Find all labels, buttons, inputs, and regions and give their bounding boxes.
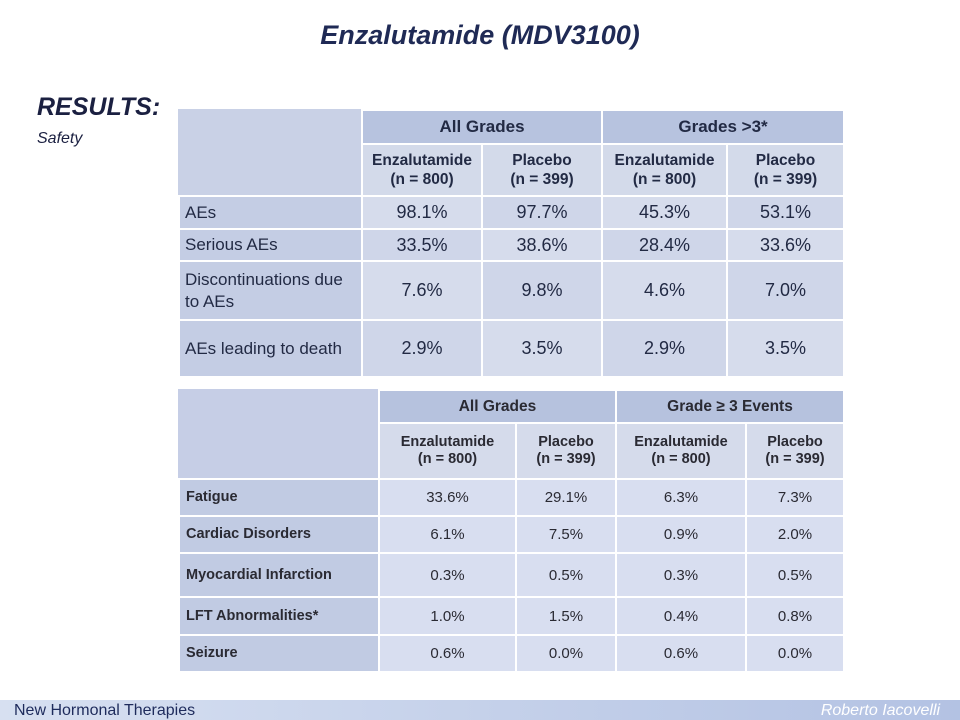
column-header: Placebo (n = 399) <box>727 144 844 196</box>
group-header: Grade ≥ 3 Events <box>616 390 844 423</box>
column-header: Enzalutamide (n = 800) <box>379 423 516 479</box>
table-cell: 2.9% <box>602 320 727 377</box>
table-row <box>179 261 844 320</box>
table-cell: 7.0% <box>727 261 844 320</box>
table-cell: 53.1% <box>727 196 844 229</box>
table-cell: 0.5% <box>516 553 616 597</box>
table-header-row <box>179 110 844 144</box>
table-cell: 33.5% <box>362 229 482 261</box>
table-cell: 0.3% <box>379 553 516 597</box>
table-cell: 0.8% <box>746 597 844 635</box>
header-corner <box>179 390 379 479</box>
adverse-events-table <box>178 389 845 673</box>
table-cell: 2.9% <box>362 320 482 377</box>
table-cell: 7.5% <box>516 516 616 553</box>
group-header: All Grades <box>379 390 616 423</box>
footer-topic: New Hormonal Therapies <box>14 702 196 719</box>
footer-bar <box>0 700 960 720</box>
row-label: Serious AEs <box>179 229 362 261</box>
table-cell: 3.5% <box>482 320 602 377</box>
table-cell: 97.7% <box>482 196 602 229</box>
column-header: Placebo (n = 399) <box>746 423 844 479</box>
column-header: Enzalutamide (n = 800) <box>362 144 482 196</box>
column-header: Enzalutamide (n = 800) <box>616 423 746 479</box>
safety-table <box>178 109 845 378</box>
row-label: Myocardial Infarction <box>179 553 379 597</box>
row-label: LFT Abnormalities* <box>179 597 379 635</box>
footer-author: Roberto Iacovelli <box>820 702 940 719</box>
table-header-row <box>179 390 844 423</box>
table-cell: 0.0% <box>746 635 844 672</box>
table-cell: 38.6% <box>482 229 602 261</box>
column-header: Placebo (n = 399) <box>516 423 616 479</box>
table-cell: 4.6% <box>602 261 727 320</box>
table-cell: 9.8% <box>482 261 602 320</box>
table-cell: 0.6% <box>616 635 746 672</box>
column-header: Enzalutamide (n = 800) <box>602 144 727 196</box>
table-cell: 28.4% <box>602 229 727 261</box>
table-cell: 0.3% <box>616 553 746 597</box>
table-row <box>179 516 844 553</box>
table-cell: 29.1% <box>516 479 616 516</box>
table-cell: 7.6% <box>362 261 482 320</box>
row-label: Cardiac Disorders <box>179 516 379 553</box>
table-cell: 0.9% <box>616 516 746 553</box>
table-row <box>179 553 844 597</box>
table-cell: 6.1% <box>379 516 516 553</box>
table-row <box>179 320 844 377</box>
table-cell: 7.3% <box>746 479 844 516</box>
table-cell: 2.0% <box>746 516 844 553</box>
section-subheading: Safety <box>37 130 83 147</box>
table-cell: 98.1% <box>362 196 482 229</box>
table-row <box>179 196 844 229</box>
table-row <box>179 597 844 635</box>
table-cell: 0.6% <box>379 635 516 672</box>
table-cell: 33.6% <box>727 229 844 261</box>
slide-title: Enzalutamide (MDV3100) <box>320 20 640 50</box>
row-label: Fatigue <box>179 479 379 516</box>
table-row <box>179 635 844 672</box>
table-cell: 0.0% <box>516 635 616 672</box>
table-row <box>179 229 844 261</box>
row-label: AEs <box>179 196 362 229</box>
row-label: Discontinuations due to AEs <box>179 261 362 320</box>
table-cell: 33.6% <box>379 479 516 516</box>
table-cell: 3.5% <box>727 320 844 377</box>
row-label: AEs leading to death <box>179 320 362 377</box>
table-cell: 6.3% <box>616 479 746 516</box>
table-row <box>179 479 844 516</box>
table-cell: 0.5% <box>746 553 844 597</box>
table-cell: 1.5% <box>516 597 616 635</box>
table-cell: 0.4% <box>616 597 746 635</box>
row-label: Seizure <box>179 635 379 672</box>
section-heading: RESULTS: <box>37 93 161 121</box>
group-header: All Grades <box>362 110 602 144</box>
table-cell: 45.3% <box>602 196 727 229</box>
table-cell: 1.0% <box>379 597 516 635</box>
header-corner <box>179 110 362 196</box>
group-header: Grades >3* <box>602 110 844 144</box>
column-header: Placebo (n = 399) <box>482 144 602 196</box>
